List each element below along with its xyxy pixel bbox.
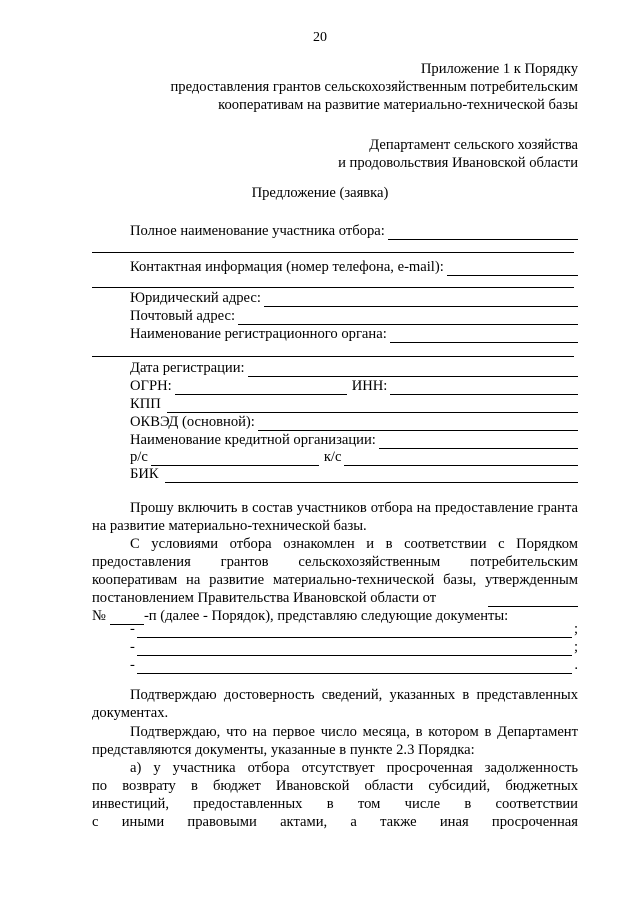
item-prefix: -	[130, 639, 135, 655]
blank-line[interactable]	[488, 593, 578, 607]
field-label: БИК	[130, 466, 159, 482]
blank-line[interactable]	[92, 356, 574, 357]
blank-line[interactable]	[238, 310, 578, 325]
appendix-header	[170, 60, 578, 114]
field-label: КПП	[130, 396, 161, 412]
confirmation-paragraph: Подтверждаю, что на первое число месяца, в котором в Департамент представляются документы, указанные в пункте 2.3 Порядка:	[92, 724, 578, 758]
blank-line[interactable]	[258, 416, 578, 431]
blank-line[interactable]	[390, 328, 578, 343]
blank-line[interactable]	[165, 468, 578, 483]
item-prefix: -	[130, 657, 135, 673]
field-bank	[130, 431, 578, 449]
blank-line[interactable]	[167, 398, 578, 413]
blank-line[interactable]	[379, 434, 578, 449]
blank-line[interactable]	[137, 660, 572, 674]
blank-line[interactable]	[92, 287, 574, 288]
paragraph-text: -п (далее - Порядок), представляю следующие документы:	[143, 608, 509, 624]
item-suffix: ;	[573, 639, 578, 655]
blank-line[interactable]	[388, 225, 578, 240]
field-label: Наименование кредитной организации:	[130, 432, 376, 448]
field-label: ИНН:	[351, 378, 388, 394]
paragraph-line: предоставления грантов сельскохозяйственным потребительским	[92, 554, 578, 570]
appendix-line: кооперативам на развитие материально-технической базы	[218, 97, 578, 113]
field-okved	[130, 413, 578, 431]
conditions-paragraph	[92, 535, 578, 625]
document-item	[130, 638, 578, 656]
confirmation-paragraph: Подтверждаю достоверность сведений, указанных в представленных документах.	[92, 687, 578, 721]
item-suffix: .	[574, 657, 578, 673]
item-a-paragraph	[92, 759, 578, 831]
field-label: ОКВЭД (основной):	[130, 414, 255, 430]
paragraph-line: с иными правовыми актами, а также иная просроченная	[92, 814, 578, 830]
field-kpp	[130, 395, 578, 413]
field-postal-address	[130, 307, 578, 325]
field-label: Дата регистрации:	[130, 360, 245, 376]
paragraph-line: по возврату в бюджет Ивановской области субсидий, бюджетных	[92, 778, 578, 794]
blank-line[interactable]	[264, 292, 578, 307]
document-item	[130, 656, 578, 674]
document-item	[130, 620, 578, 638]
field-full-name	[130, 222, 578, 240]
field-bik	[130, 465, 578, 483]
paragraph-line	[92, 589, 578, 607]
recipient-line: и продовольствия Ивановской области	[338, 155, 578, 171]
item-suffix: ;	[573, 621, 578, 637]
paragraph-line: а) у участника отбора отсутствует просроченная задолженность	[130, 760, 578, 776]
field-contact	[130, 258, 578, 276]
field-legal-address	[130, 289, 578, 307]
item-prefix: -	[130, 621, 135, 637]
field-accounts	[130, 448, 578, 466]
field-label: Юридический адрес:	[130, 290, 261, 306]
appendix-line: Приложение 1 к Порядку	[420, 61, 578, 77]
field-label: Почтовый адрес:	[130, 308, 236, 324]
field-label: Контактная информация (номер телефона, e-mail):	[130, 259, 444, 275]
appendix-line: предоставления грантов сельскохозяйственным потребительским	[170, 79, 578, 95]
request-paragraph: Прошу включить в состав участников отбора на предоставление гранта на развитие материально-технической базы.	[92, 500, 578, 534]
blank-line[interactable]	[137, 642, 572, 656]
field-label: ОГРН:	[130, 378, 172, 394]
field-label: р/с	[130, 449, 148, 465]
field-label: Наименование регистрационного органа:	[130, 326, 387, 342]
paragraph-line: инвестиций, предоставленных в том числе в соответствии	[92, 796, 578, 812]
recipient-line: Департамент сельского хозяйства	[369, 137, 578, 153]
field-label: к/с	[323, 449, 342, 465]
document-title: Предложение (заявка)	[251, 185, 389, 201]
field-label: Полное наименование участника отбора:	[130, 223, 385, 239]
page-number: 20	[313, 30, 327, 45]
paragraph-text: постановлением Правительства Ивановской области от	[92, 590, 437, 606]
number-sign: №	[92, 608, 106, 624]
field-reg-date	[130, 359, 578, 377]
blank-line[interactable]	[175, 380, 347, 395]
blank-line[interactable]	[447, 261, 578, 276]
field-ogrn-inn	[130, 377, 578, 395]
paragraph-line: кооперативам на развитие материально-технической базы, утвержденным	[92, 572, 578, 588]
blank-line[interactable]	[137, 624, 572, 638]
blank-line[interactable]	[151, 451, 319, 466]
paragraph-line: С условиями отбора ознакомлен и в соответствии с Порядком	[130, 536, 578, 552]
blank-line[interactable]	[390, 380, 578, 395]
field-reg-authority	[130, 325, 578, 343]
blank-line[interactable]	[92, 252, 574, 253]
blank-line[interactable]	[248, 362, 578, 377]
blank-line[interactable]	[344, 451, 578, 466]
recipient-block	[338, 136, 578, 172]
